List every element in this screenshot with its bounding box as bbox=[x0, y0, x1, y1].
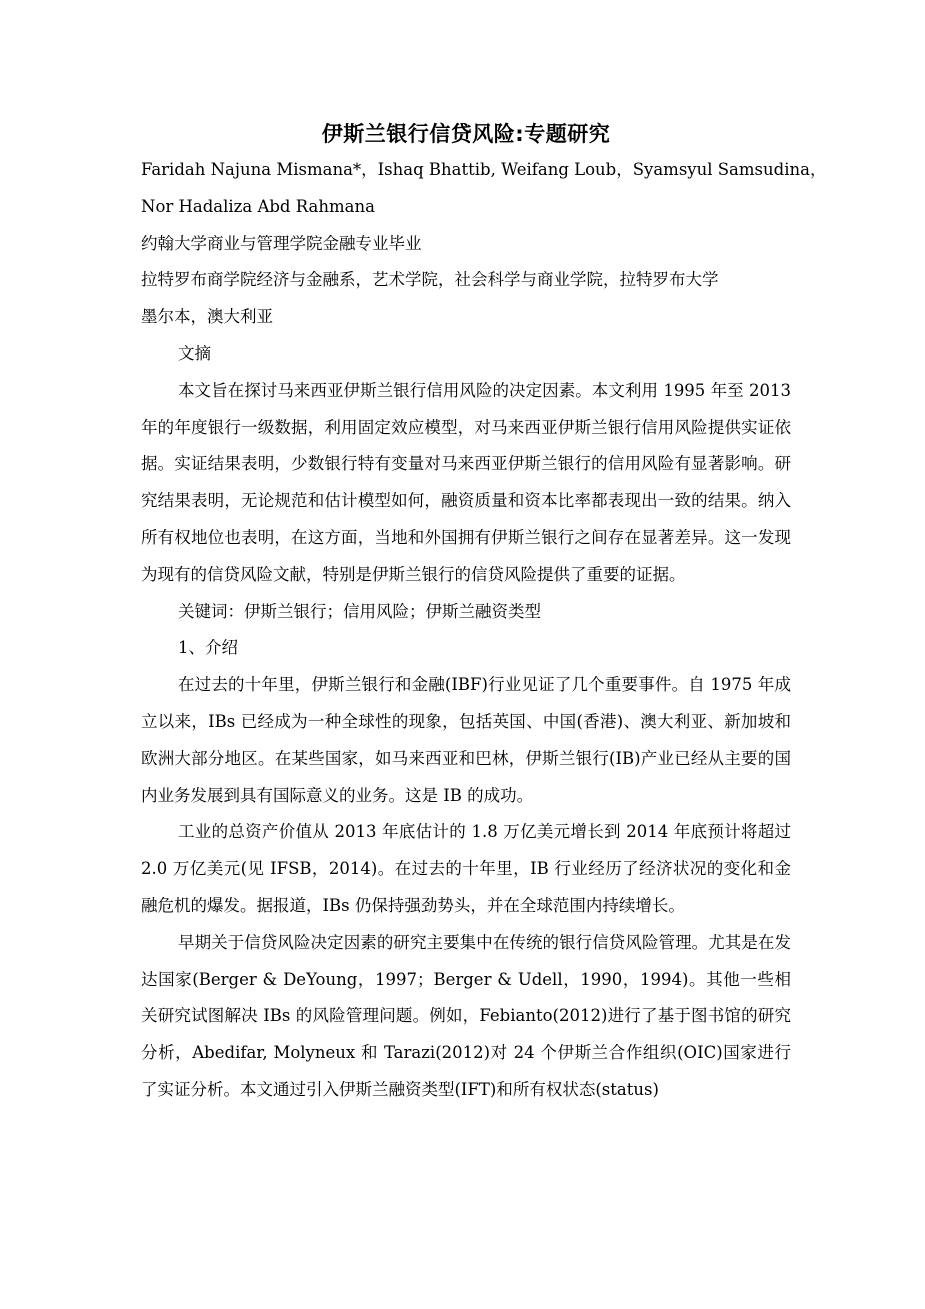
abstract-heading: 文摘 bbox=[178, 343, 211, 363]
affiliation-2-line-1: 拉特罗布商学院经济与金融系，艺术学院，社会科学与商业学院，拉特罗布大学 bbox=[141, 270, 719, 290]
keywords: 关键词：伊斯兰银行；信用风险；伊斯兰融资类型 bbox=[178, 601, 541, 621]
document-page bbox=[141, 118, 827, 1109]
paragraph-3: 早期关于信贷风险决定因素的研究主要集中在传统的银行信贷风险管理。尤其是在发达国家(Berger & DeYoung，1997；Berger & Udell，1990，1994)。其他一些相关研究试图解决 IBs 的风险管理问题。例如，Febianto(2012)进行了基于图书馆的研究分析，Abedifar, Molyneux 和 Tarazi(2012)对 24 个伊斯兰合作组织(OIC)国家进行了实证分析。本文通过引入伊斯兰融资类型(IFT)和所有权状态(status) bbox=[141, 932, 791, 1099]
abstract-text: 本文旨在探讨马来西亚伊斯兰银行信用风险的决定因素。本文利用 1995 年至 2013 年的年度银行一级数据，利用固定效应模型，对马来西亚伊斯兰银行信用风险提供实证依据。实证结果表明，少数银行特有变量对马来西亚伊斯兰银行的信用风险有显著影响。研究结果表明，无论规范和估计模型如何，融资质量和资本比率都表现出一致的结果。纳入所有权地位也表明，在这方面，当地和外国拥有伊斯兰银行之间存在显著差异。这一发现为现有的信贷风险文献，特别是伊斯兰银行的信贷风险提供了重要的证据。 bbox=[141, 380, 791, 584]
paragraph-1: 在过去的十年里，伊斯兰银行和金融(IBF)行业见证了几个重要事件。自 1975 年成立以来，IBs 已经成为一种全球性的现象，包括英国、中国(香港)、澳大利亚、新加坡和欧洲大部分地区。在某些国家，如马来西亚和巴林，伊斯兰银行(IB)产业已经从主要的国内业务发展到具有国际意义的业务。这是 IB 的成功。 bbox=[141, 675, 791, 805]
section-1-heading: 1、介绍 bbox=[178, 638, 238, 658]
authors-line-2: Nor Hadaliza Abd Rahmana bbox=[141, 196, 375, 216]
affiliation-1: 约翰大学商业与管理学院金融专业毕业 bbox=[141, 233, 422, 253]
document-title: 伊斯兰银行信贷风险:专题研究 bbox=[321, 122, 611, 146]
paragraph-2: 工业的总资产价值从 2013 年底估计的 1.8 万亿美元增长到 2014 年底预计将超过 2.0 万亿美元(见 IFSB，2014)。在过去的十年里，IB 行业经历了经济状况的变化和金融危机的爆发。据报道，IBs 仍保持强劲势头，并在全球范围内持续增长。 bbox=[141, 822, 791, 915]
affiliation-2-line-2: 墨尔本，澳大利亚 bbox=[141, 307, 273, 327]
authors-line-1: Faridah Najuna Mismana*，Ishaq Bhattib, Weifang Loub，Syamsyul Samsudina， bbox=[141, 160, 827, 179]
